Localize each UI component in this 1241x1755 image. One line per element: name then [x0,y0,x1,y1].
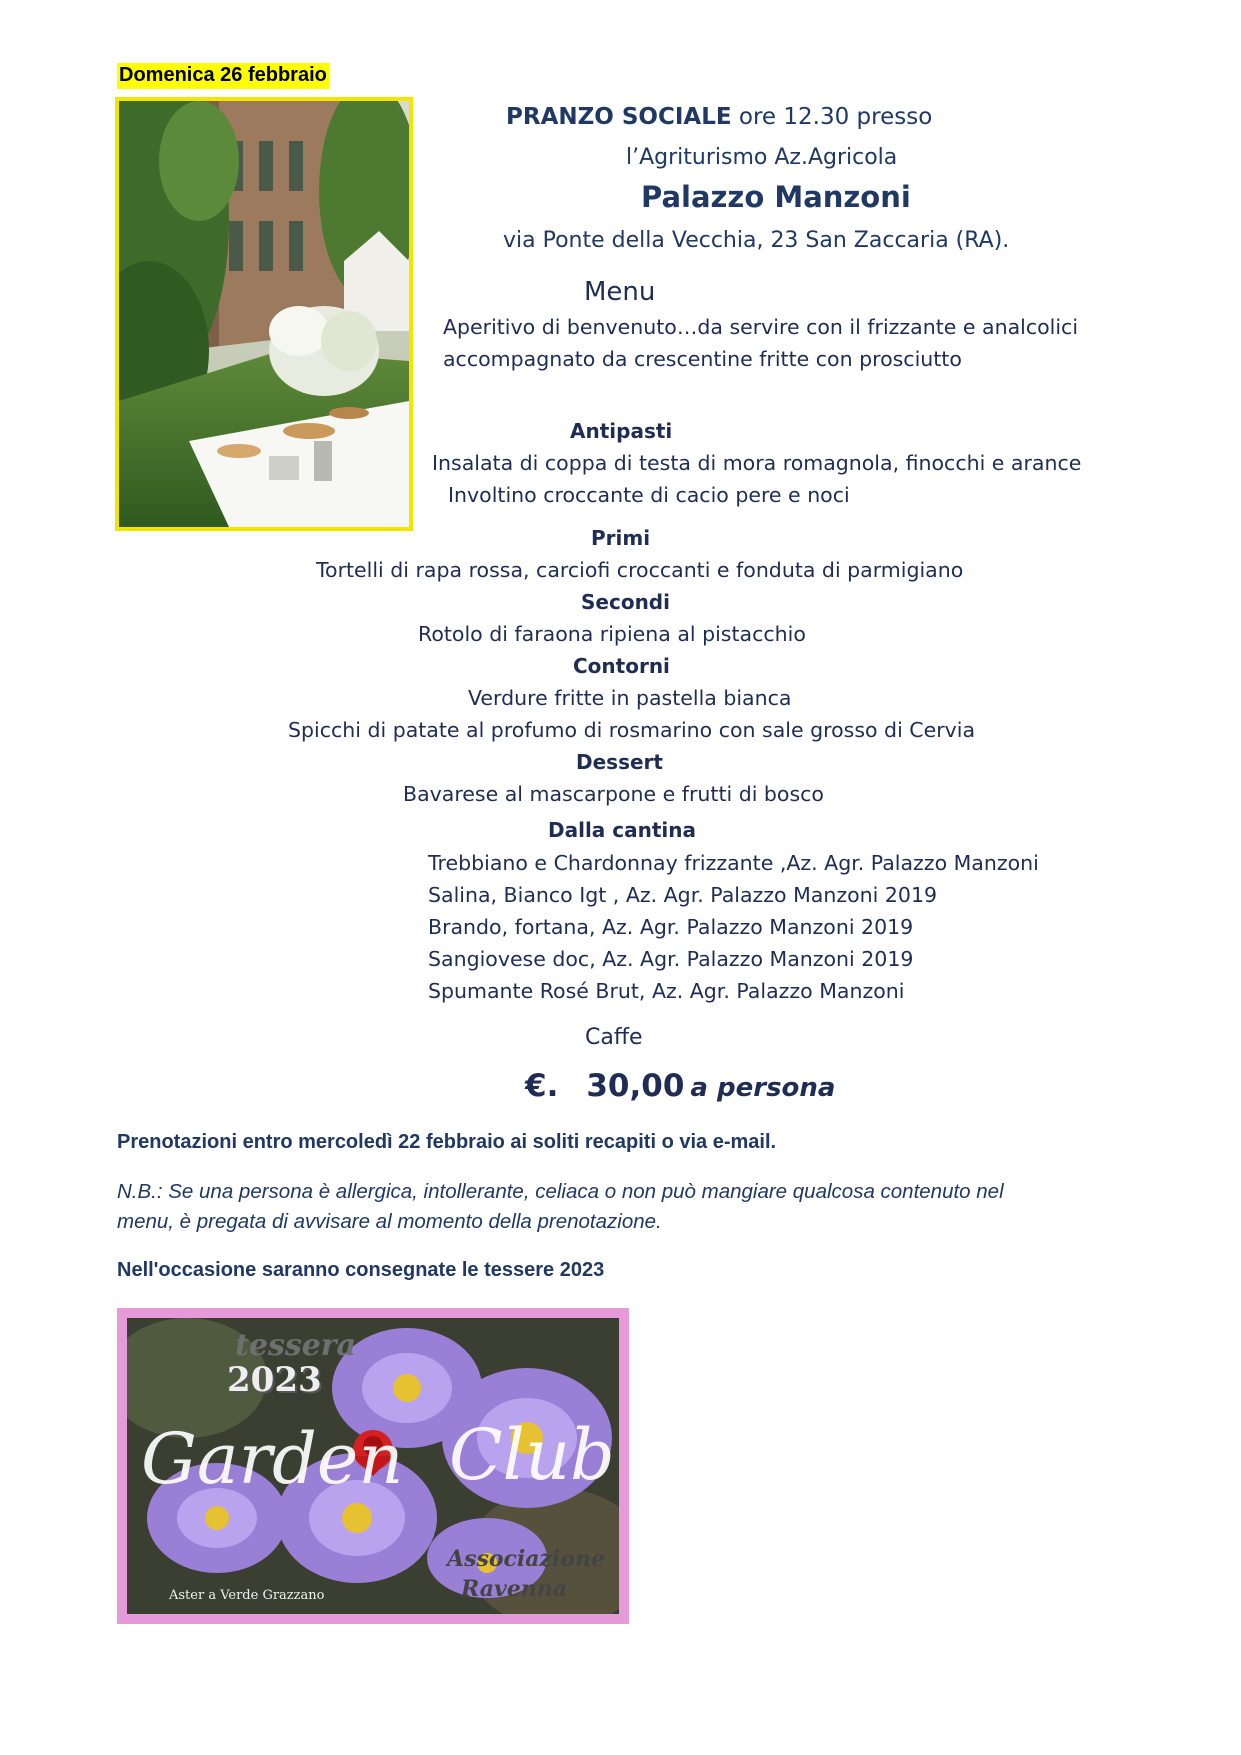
aperitivo-line: Aperitivo di benvenuto…da servire con il frizzante e analcolici [443,315,1079,339]
card-association: Associazione [447,1546,606,1572]
section-dessert: Dessert [576,750,663,774]
wine-item: Spumante Rosé Brut, Az. Agr. Palazzo Manzoni [428,979,905,1003]
menu-item: Rotolo di faraona ripiena al pistacchio [418,622,806,646]
card-tessera: tessera [235,1328,357,1363]
venue-name: Palazzo Manzoni [641,180,911,214]
menu-item: Verdure fritte in pastella bianca [468,686,792,710]
card-photo-credit: Aster a Verde Grazzano [169,1588,325,1603]
price-currency: €. [525,1068,559,1104]
section-primi: Primi [591,526,651,550]
price-amount: 30,00 [586,1068,685,1104]
wine-item: Trebbiano e Chardonnay frizzante ,Az. Agr. Palazzo Manzoni [428,851,1039,875]
menu-item: Involtino croccante di cacio pere e noci [448,483,850,507]
wine-item: Brando, fortana, Az. Agr. Palazzo Manzoni 2019 [428,915,914,939]
venue-type: l’Agriturismo Az.Agricola [626,145,898,170]
menu-item: Insalata di coppa di testa di mora romagnola, finocchi e arance [432,451,1082,475]
price-unit: a persona [690,1073,836,1103]
price [525,1068,835,1104]
section-contorni: Contorni [573,654,670,678]
menu-item: Tortelli di rapa rossa, carciofi croccanti e fonduta di parmigiano [316,558,964,582]
aperitivo-line: accompagnato da crescentine fritte con prosciutto [443,347,962,371]
card-city: Ravenna [461,1576,568,1602]
wine-item: Sangiovese doc, Az. Agr. Palazzo Manzoni 2019 [428,947,914,971]
wine-item: Salina, Bianco Igt , Az. Agr. Palazzo Manzoni 2019 [428,883,938,907]
card-year: 2023 [227,1360,322,1400]
section-antipasti: Antipasti [570,419,673,443]
caffe: Caffe [585,1025,643,1050]
card-garden-text: Garden [141,1418,404,1500]
allergy-note-line: menu, è pregata di avvisare al momento della prenotazione. [117,1210,662,1233]
card-club-text: Club [449,1414,615,1496]
date-label: Domenica 26 febbraio [117,63,330,89]
menu-item: Bavarese al mascarpone e frutti di bosco [403,782,824,806]
section-cantina: Dalla cantina [548,818,697,842]
booking-note: Prenotazioni entro mercoledì 22 febbraio ai soliti recapiti o via e-mail. [117,1131,777,1153]
venue-address: via Ponte della Vecchia, 23 San Zaccaria (RA). [503,228,1010,253]
membership-card [117,1308,629,1624]
event-title: PRANZO SOCIALE ore 12.30 presso [506,104,933,130]
venue-photo [115,97,413,531]
section-secondi: Secondi [581,590,670,614]
allergy-note-line: N.B.: Se una persona è allergica, intollerante, celiaca o non può mangiare qualcosa contenuto nel [117,1180,1004,1203]
menu-title: Menu [584,277,656,307]
menu-item: Spicchi di patate al profumo di rosmarino con sale grosso di Cervia [288,718,976,742]
membership-note: Nell'occasione saranno consegnate le tessere 2023 [117,1259,605,1281]
